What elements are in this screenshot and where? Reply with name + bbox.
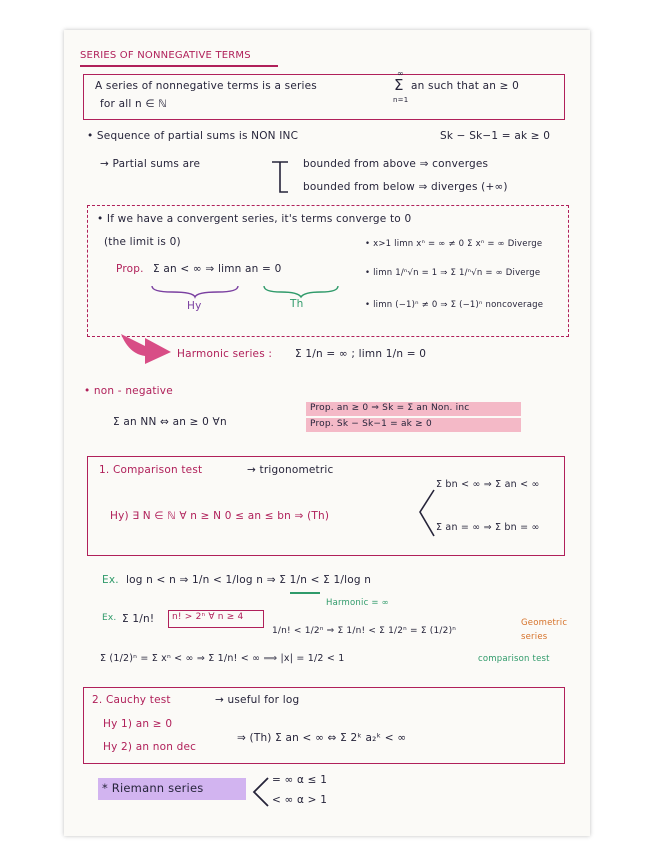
definition-line-2: for all n ∈ ℕ [100, 98, 167, 110]
prop-formula: Σ an < ∞ ⇒ limn an = 0 [153, 263, 282, 275]
cauchy-theorem: ⇒ (Th) Σ an < ∞ ⇔ Σ 2ᵏ a₂ᵏ < ∞ [237, 732, 407, 744]
geometric-note: Geometric series [521, 618, 568, 642]
th-label: Th [290, 298, 304, 310]
comparison-brace-icon [414, 488, 438, 538]
th-brace-icon [262, 284, 340, 298]
partial-sums-formula: Sk − Sk−1 = ak ≥ 0 [440, 130, 551, 142]
example-2-chain: 1/n! < 1/2ⁿ ⇒ Σ 1/n! < Σ 1/2ⁿ = Σ (1/2)ⁿ [272, 626, 457, 636]
non-negative-formula: Σ an NN ⇔ an ≥ 0 ∀n [113, 416, 227, 428]
title-underline [80, 65, 278, 67]
partial-sums-arrow-text: → Partial sums are [100, 158, 201, 170]
convergent-line-1: • If we have a convergent series, it's terms converge to 0 [97, 213, 412, 225]
definition-sum-lower: n=1 [393, 96, 409, 104]
cauchy-title: 2. Cauchy test [92, 694, 171, 706]
comparison-arrow-note: → trigonometric [247, 464, 334, 476]
bounded-above-text: bounded from above ⇒ converges [303, 158, 489, 170]
non-negative-label: • non - negative [84, 385, 173, 397]
riemann-brace-icon [250, 776, 270, 808]
comparison-title: 1. Comparison test [99, 464, 203, 476]
harmonic-underline [290, 592, 320, 594]
hy-brace-icon [150, 284, 240, 298]
non-negative-prop-2: Prop. Sk − Sk−1 = ak ≥ 0 [310, 419, 432, 429]
prop-label: Prop. [116, 263, 144, 275]
riemann-label: * Riemann series [102, 781, 204, 795]
definition-sigma: Σ [394, 76, 404, 94]
partial-sums-bullet: • Sequence of partial sums is NON INC [87, 130, 299, 142]
convergent-example-2: • limn 1/ⁿ√n = 1 ⇒ Σ 1/ⁿ√n = ∞ Diverge [365, 268, 541, 278]
convergent-example-1: • x>1 limn xⁿ = ∞ ≠ 0 Σ xⁿ = ∞ Diverge [365, 239, 543, 249]
riemann-case-1: = ∞ α ≤ 1 [272, 774, 328, 786]
cauchy-hy-1: Hy 1) an ≥ 0 [103, 718, 173, 730]
convergent-line-2: (the limit is 0) [104, 236, 181, 248]
harmonic-formula: Σ 1/n = ∞ ; limn 1/n = 0 [295, 348, 427, 360]
bounded-below-text: bounded from below ⇒ diverges (+∞) [303, 181, 508, 193]
example-2-sum: Σ 1/n! [122, 613, 155, 625]
riemann-case-2: < ∞ α > 1 [272, 794, 328, 806]
page-title: SERIES OF NONNEGATIVE TERMS [80, 50, 251, 61]
convergent-example-3: • limn (−1)ⁿ ≠ 0 ⇒ Σ (−1)ⁿ noncoverage [365, 300, 544, 310]
example-2-box-text: n! > 2ⁿ ∀ n ≥ 4 [172, 612, 244, 622]
comparison-case-1: Σ bn < ∞ ⇒ Σ an < ∞ [436, 479, 540, 490]
definition-sum-upper: ∞ [397, 69, 404, 78]
definition-line-1: A series of nonnegative terms is a series [95, 80, 317, 92]
example-1-text: log n < n ⇒ 1/n < 1/log n ⇒ Σ 1/n < Σ 1/log n [126, 574, 372, 586]
definition-sum-term: an such that an ≥ 0 [411, 80, 520, 92]
hy-label: Hy [187, 300, 202, 312]
non-negative-prop-1: Prop. an ≥ 0 ⇒ Sk = Σ an Non. inc [310, 403, 470, 413]
example-2-line-3: Σ (1/2)ⁿ = Σ xⁿ < ∞ ⇒ Σ 1/n! < ∞ ⟹ |x| = 1/2 < 1 [100, 653, 345, 664]
harmonic-label: Harmonic series : [177, 348, 273, 360]
cauchy-note: → useful for log [215, 694, 300, 706]
harmonic-note: Harmonic = ∞ [326, 598, 389, 608]
example-2-label: Ex. [102, 613, 117, 623]
cauchy-hy-2: Hy 2) an non dec [103, 741, 197, 753]
bracket-icon [270, 160, 290, 196]
comparison-case-2: Σ an = ∞ ⇒ Σ bn = ∞ [436, 522, 540, 533]
example-1-label: Ex. [102, 574, 119, 586]
pink-arrow-icon [115, 330, 173, 366]
comparison-hypothesis: Hy) ∃ N ∈ ℕ ∀ n ≥ N 0 ≤ an ≤ bn ⇒ (Th) [110, 510, 330, 522]
comparison-test-note: comparison test [478, 654, 550, 664]
